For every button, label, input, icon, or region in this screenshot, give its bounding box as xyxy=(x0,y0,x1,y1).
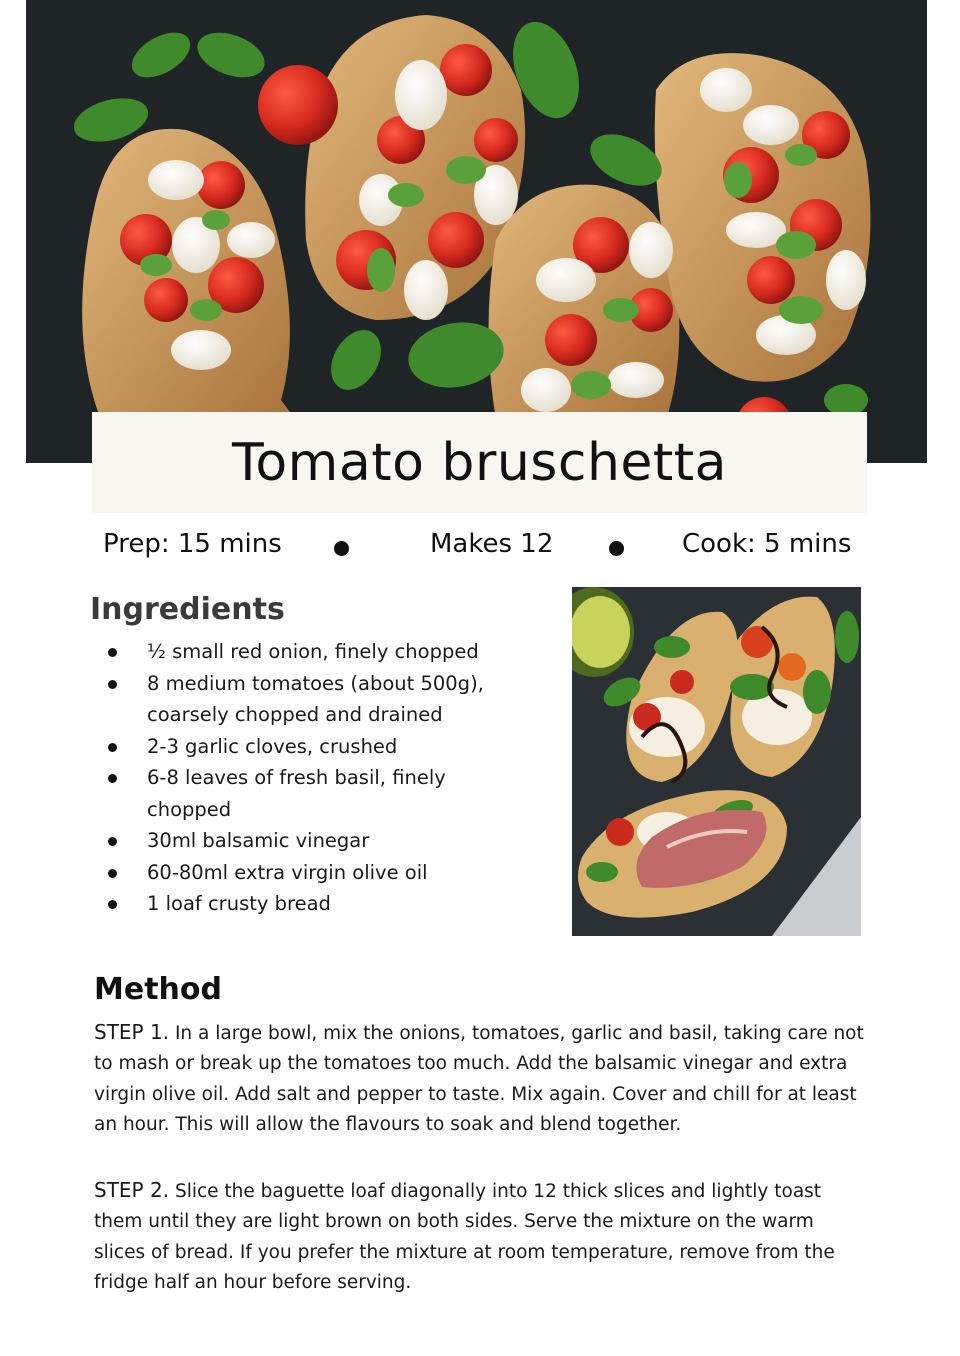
cook-time: Cook: 5 mins xyxy=(682,529,852,559)
list-item: 60-80ml extra virgin olive oil xyxy=(100,857,500,889)
method-step xyxy=(94,1017,866,1140)
servings: Makes 12 xyxy=(430,529,554,559)
ingredients-list xyxy=(100,636,500,920)
ingredients-heading: Ingredients xyxy=(90,592,285,627)
side-photo xyxy=(572,587,861,936)
side-photo-illustration xyxy=(572,587,861,936)
method-heading: Method xyxy=(94,972,222,1007)
list-item: 1 loaf crusty bread xyxy=(100,888,500,920)
step-text: In a large bowl, mix the onions, tomatoes, garlic and basil, taking care not to mash or break up the tomatoes too much. Add the balsamic vinegar and extra virgin olive oil. Add salt and pepper to taste. Mix again. Cover and chill for at least an hour. This will allow the flavours to soak and blend together. xyxy=(94,1023,864,1135)
bullet-dot-icon xyxy=(334,541,349,556)
list-item: 30ml balsamic vinegar xyxy=(100,825,500,857)
step-text: Slice the baguette loaf diagonally into 12 thick slices and lightly toast them until they are light brown on both sides. Serve the mixture on the warm slices of bread. If you prefer the mixture at room temperature, remove from the fridge half an hour before serving. xyxy=(94,1181,835,1293)
prep-time: Prep: 15 mins xyxy=(103,529,282,559)
recipe-meta xyxy=(0,527,960,567)
list-item: 8 medium tomatoes (about 500g), coarsely chopped and drained xyxy=(100,668,500,731)
step-label: STEP 1. xyxy=(94,1020,170,1044)
title-card xyxy=(92,412,867,513)
hero-photo xyxy=(26,0,927,463)
step-label: STEP 2. xyxy=(94,1178,170,1202)
list-item: 6-8 leaves of fresh basil, finely chopped xyxy=(100,762,500,825)
method-step xyxy=(94,1175,866,1298)
list-item: ½ small red onion, finely chopped xyxy=(100,636,500,668)
page-title: Tomato bruschetta xyxy=(231,432,728,493)
list-item: 2-3 garlic cloves, crushed xyxy=(100,731,500,763)
hero-photo-illustration xyxy=(26,0,927,463)
bullet-dot-icon xyxy=(609,541,624,556)
